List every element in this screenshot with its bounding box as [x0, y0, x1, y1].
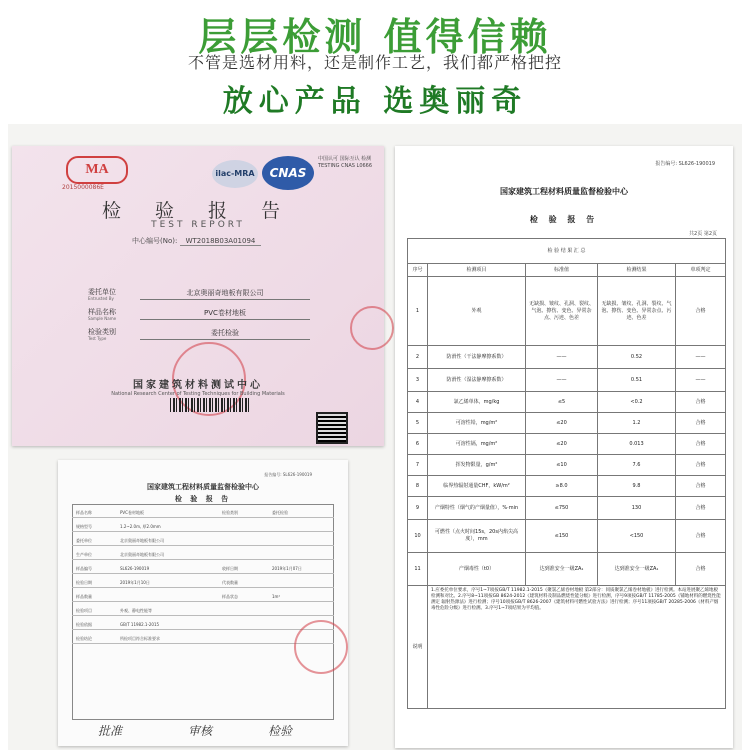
report-detail-sheet: [395, 146, 733, 748]
table-row: [408, 369, 726, 392]
header-title: 层层检测 值得信赖: [198, 15, 552, 59]
table-cell: 检验结论: [76, 636, 92, 641]
table-row: [408, 277, 726, 346]
table-cell: 1m²: [272, 594, 281, 599]
table-cell: 样品编号: [76, 566, 92, 571]
column-header: 标准值: [526, 264, 598, 277]
table-cell: 规格型号: [76, 524, 92, 529]
table-cell: PVC卷材地板: [120, 510, 144, 515]
table-cell: 可燃性（点火时间15s，20s内焰尖高度），mm: [428, 520, 526, 553]
notes-row: [408, 586, 726, 709]
table-cell: 1.2~2.0m, 厚2.0mm: [120, 524, 161, 529]
table-cell: 检验项目: [76, 608, 92, 613]
table-row: [408, 497, 726, 520]
table-cell: 8: [408, 476, 428, 497]
table-cell: 合格: [676, 434, 726, 455]
table-row: [72, 608, 334, 616]
table-cell: 11: [408, 553, 428, 586]
field-value-entrusted: 北京奥丽奇地板有限公司: [140, 288, 310, 300]
signature-review: 审核: [188, 724, 213, 738]
table-cell: 挥发物限量，g/m²: [428, 455, 526, 476]
table-cell: 样品数量: [76, 594, 92, 599]
report-center: 国家建筑工程材料质量监督检验中心: [500, 187, 628, 196]
column-header: 单项判定: [676, 264, 726, 277]
table-cell: 1: [408, 277, 428, 346]
table-cell: ——: [676, 369, 726, 392]
table-cell: 北京奥丽奇地板有限公司: [120, 552, 164, 557]
table-row: [72, 538, 334, 546]
cnas-logo: CNAS: [262, 156, 314, 190]
table-row: [408, 455, 726, 476]
table-cell: 合格: [676, 455, 726, 476]
table-row: [408, 434, 726, 455]
table-row: [72, 552, 334, 560]
table-cell: 2: [408, 346, 428, 369]
table-cell: 0.013: [598, 434, 676, 455]
table-cell: 9: [408, 497, 428, 520]
table-cell: 达到准安全一级ZA₁: [526, 553, 598, 586]
table-cell: 合格: [676, 520, 726, 553]
table-row: [72, 622, 334, 630]
table-cell: ≥8.0: [526, 476, 598, 497]
red-seal: [294, 620, 348, 674]
barcode: [170, 398, 250, 412]
red-seal-edge: [350, 306, 394, 350]
table-cell: SL626-190019: [120, 566, 150, 571]
table-row: [408, 520, 726, 553]
field-label-sample: 样品名称 Sample Name: [88, 308, 117, 321]
table-cell: 样品状态: [222, 594, 238, 599]
signature-test: 检验: [268, 724, 293, 738]
certificate-title-en: TEST REPORT: [151, 220, 245, 230]
table-cell: 2019年1月10日: [120, 580, 150, 585]
table-row: [72, 580, 334, 588]
certificate-center-name: 国家建筑材料测试中心: [133, 380, 263, 391]
table-cell: 10: [408, 520, 428, 553]
table-cell: <150: [598, 520, 676, 553]
table-cell: 合格: [676, 392, 726, 413]
table-cell: 产烟毒性（t0）: [428, 553, 526, 586]
header-subtitle: 不管是选材用料，还是制作工艺，我们都严格把控: [187, 53, 562, 72]
report-title: 检 验 报 告: [529, 215, 599, 224]
table-row: [408, 413, 726, 434]
table-cell: 130: [598, 497, 676, 520]
qr-code: [316, 412, 348, 444]
certificate-title: 检 验 报 告: [101, 200, 295, 222]
table-cell: 外观、静电性能等: [120, 608, 152, 613]
table-cell: ≤750: [526, 497, 598, 520]
table-cell: 代表数量: [222, 580, 238, 585]
certificate-code: [132, 236, 261, 246]
table-cell: 2019年1月07日: [272, 566, 302, 571]
field-value-sample: PVC卷材地板: [140, 308, 310, 320]
header-banner: [0, 0, 750, 122]
field-value-testtype: 委托检验: [140, 328, 310, 340]
table-cell: 产烟特性（烟气的产烟量值），%·min: [428, 497, 526, 520]
report-number: 报告编号: SL626-190019: [264, 472, 312, 477]
table-cell: 委托单位: [76, 538, 92, 543]
table-cell: 外观: [428, 277, 526, 346]
table-row: [72, 566, 334, 574]
report-summary-sheet: [58, 460, 348, 746]
table-caption: 检 验 结 果 汇 总: [408, 239, 726, 264]
table-cell: 临界热辐射通量CHF，kW/m²: [428, 476, 526, 497]
table-cell: 4: [408, 392, 428, 413]
table-cell: ≤150: [526, 520, 598, 553]
header-slogan: 放心产品 选奥丽奇: [222, 84, 528, 119]
table-cell: 5: [408, 413, 428, 434]
table-row: [408, 346, 726, 369]
signature-approve: 批准: [98, 724, 123, 738]
table-cell: ——: [526, 346, 598, 369]
table-row: [408, 392, 726, 413]
field-label-testtype: 检验类别 Test Type: [88, 328, 116, 341]
table-cell: ≤10: [526, 455, 598, 476]
table-cell: 可溶性铅，mg/m²: [428, 413, 526, 434]
table-cell: 7: [408, 455, 428, 476]
table-row: [72, 594, 334, 602]
cnas-text: 中国认可 国际互认 检测 TESTING CNAS L0666: [318, 156, 373, 169]
table-cell: <0.2: [598, 392, 676, 413]
table-cell: 3: [408, 369, 428, 392]
table-cell: 无缺损、皱纹、孔洞、裂纹、气泡、擦伤、变色、异常杂点、污迹、色差: [526, 277, 598, 346]
table-cell: 委托检验: [272, 510, 288, 515]
report-number: 报告编号: SL626-190019: [655, 161, 715, 167]
column-header: 检测项目: [428, 264, 526, 277]
table-cell: 无缺损、皱纹、孔洞、裂纹、气泡、擦伤、变色、异常杂点、污迹、色差: [598, 277, 676, 346]
field-label-entrusted: 委托单位 Entrusted By: [88, 288, 116, 301]
table-cell: 检验日期: [76, 580, 92, 585]
table-cell: GB/T 11982.1-2015: [120, 622, 160, 627]
table-cell: 北京奥丽奇地板有限公司: [120, 538, 164, 543]
column-header: 序号: [408, 264, 428, 277]
table-cell: 所检项目符合标准要求: [120, 636, 160, 641]
table-cell: 合格: [676, 497, 726, 520]
table-cell: 防滑性（干法静摩擦系数）: [428, 346, 526, 369]
code-value: WT2018B03A01094: [180, 237, 262, 246]
code-label: 中心编号(No):: [132, 237, 178, 245]
table-cell: 达到准安全一级ZA₁: [598, 553, 676, 586]
report-page: 共2页 第2页: [689, 231, 717, 237]
table-cell: 生产单位: [76, 552, 92, 557]
notes-text: 1.应委托单位要求，序号1~7项按GB/T 11982.1-2015《聚氯乙烯卷材地板 第2部分：同质聚氯乙烯卷材地板》进行检测。本站进展聚乙烯地板检测和对比。2.序号8~11项按GB 8624-2012《建筑材料及制品燃烧性能分级》进行检测，序号9项按GB/T 11785-2005《铺地材料的燃烧性能测定 辐射热源法》进行检测；序号10项按GB/T 8626-2007《建筑材料可燃性试验方法》进行检测；序号11项按GB/T 20285-2006《材料产烟毒性危险分级》进行检测。3.序号1~7项结果为平均值。: [428, 586, 726, 709]
table-cell: 氯乙烯单体，mg/kg: [428, 392, 526, 413]
table-cell: 样品名称: [76, 510, 92, 515]
notes-label: 说明: [408, 586, 428, 709]
test-certificate: [12, 146, 384, 446]
certificate-center-name-en: National Research Center of Testing Techniques for Building Materials: [111, 391, 285, 397]
table-cell: ——: [676, 346, 726, 369]
table-cell: 7.6: [598, 455, 676, 476]
report-center: 国家建筑工程材料质量监督检验中心: [147, 483, 259, 491]
table-cell: 可溶性镉，mg/m²: [428, 434, 526, 455]
table-row: [72, 524, 334, 532]
table-cell: 检验类别: [222, 510, 238, 515]
report-title: 检 验 报 告: [174, 495, 232, 503]
table-cell: ——: [526, 369, 598, 392]
table-cell: 合格: [676, 277, 726, 346]
table-cell: 合格: [676, 413, 726, 434]
table-row: [408, 476, 726, 497]
cma-number: 2015000086E: [62, 184, 104, 191]
ilac-logo: ilac-MRA: [212, 160, 258, 188]
table-cell: 合格: [676, 553, 726, 586]
table-cell: 9.8: [598, 476, 676, 497]
column-header: 检测结果: [598, 264, 676, 277]
table-cell: ≤20: [526, 434, 598, 455]
table-row: [408, 553, 726, 586]
table-cell: 1.2: [598, 413, 676, 434]
table-cell: 0.52: [598, 346, 676, 369]
table-cell: 检验依据: [76, 622, 92, 627]
table-cell: 收样日期: [222, 566, 238, 571]
table-row: [72, 510, 334, 518]
table-cell: 0.51: [598, 369, 676, 392]
table-cell: 合格: [676, 476, 726, 497]
table-cell: 6: [408, 434, 428, 455]
cma-logo: MA: [66, 156, 128, 184]
table-cell: 防滑性（湿法静摩擦系数）: [428, 369, 526, 392]
results-table: [407, 238, 726, 709]
table-cell: ≤5: [526, 392, 598, 413]
table-cell: ≤20: [526, 413, 598, 434]
